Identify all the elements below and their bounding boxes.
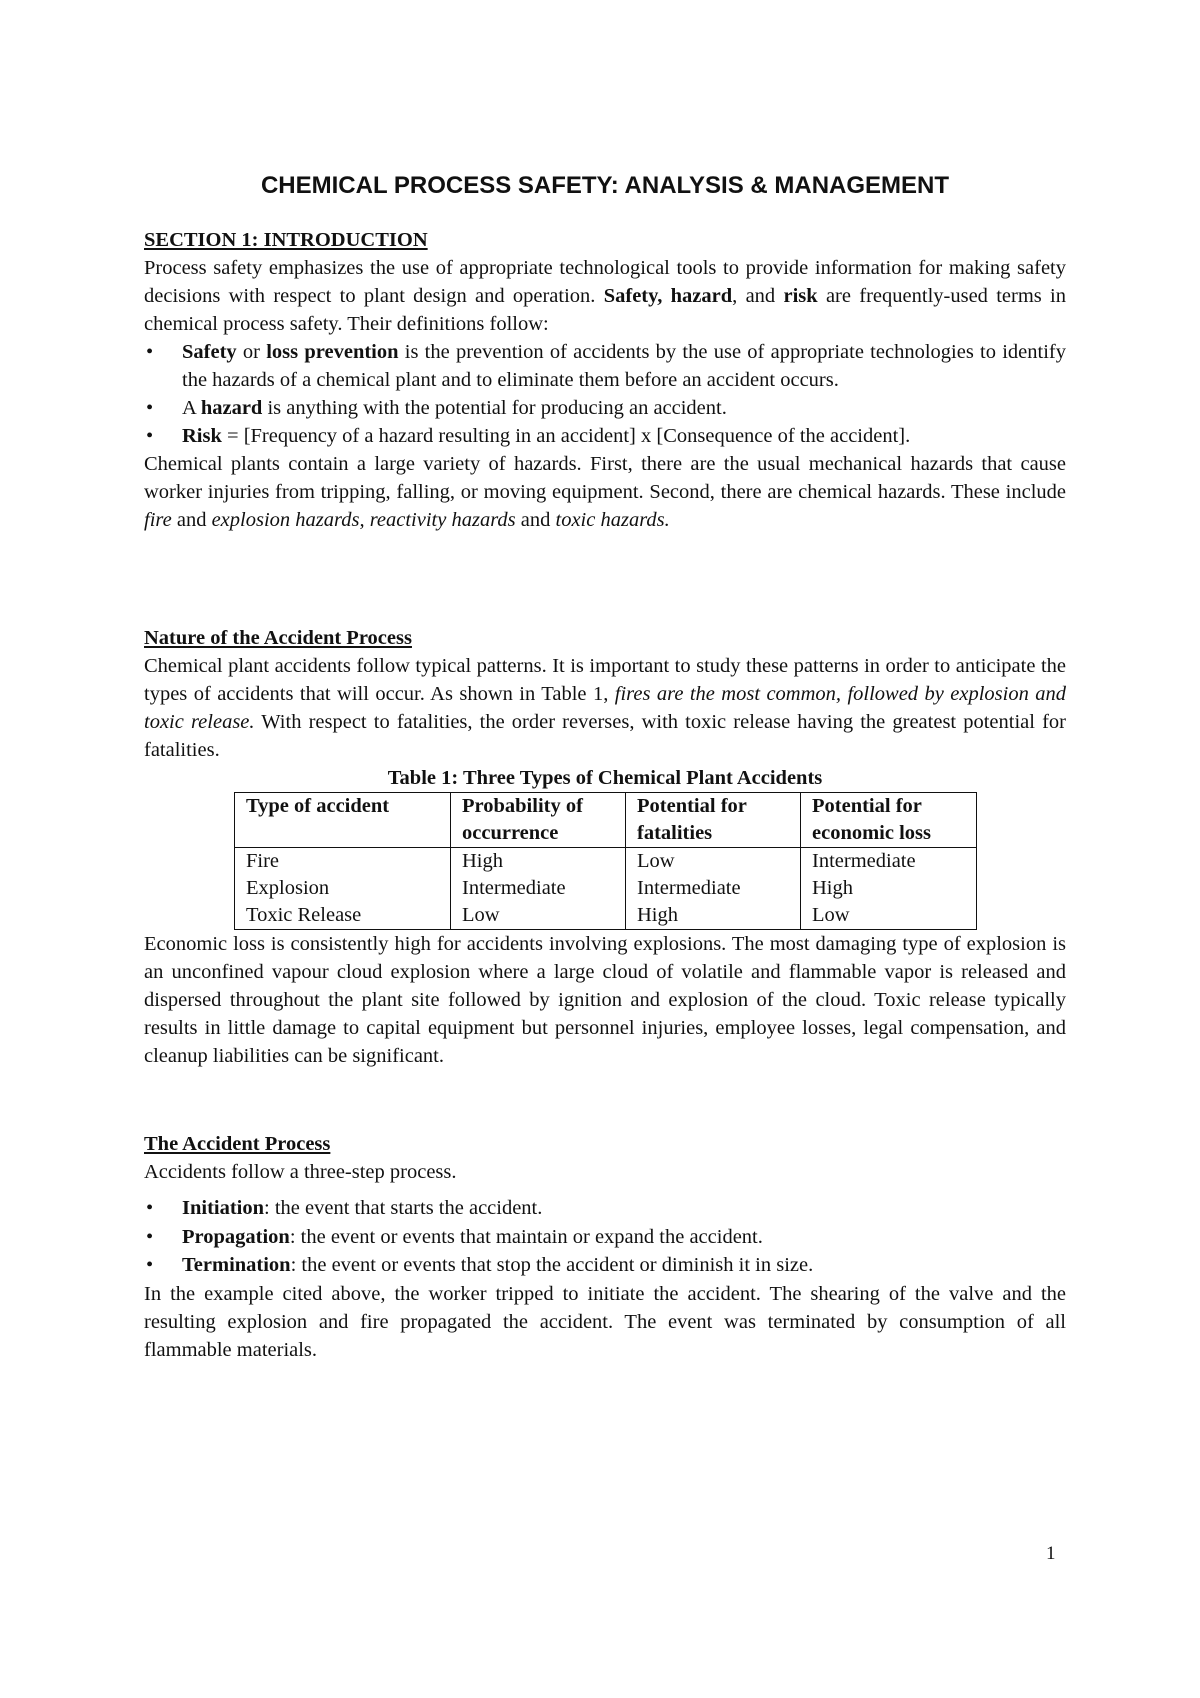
intro-text-3: are frequently-used terms in chemical process safety. Their definitions follow: [144,285,1066,335]
nature-heading: Nature of the Accident Process [144,627,412,649]
table-cell: Intermediate [626,875,801,902]
bullet-icon: • [146,397,154,419]
step-termination [144,1251,1066,1279]
table-cell: Low [451,902,626,930]
section-nature [144,624,1066,1070]
section-accident-process [144,1130,1066,1364]
intro-bold-1: Safety, hazard [603,285,733,307]
table-cell: High [626,902,801,930]
definition-item-safety [144,338,1066,394]
column-header: Probability of occurrence [451,793,626,848]
table-cell: Fire [235,848,451,876]
definition-item-hazard [144,394,1066,422]
step-term: Propagation [182,1225,290,1248]
nature-text-2: With respect to fatalities, the order reverses, with toxic release having the greatest potential for fatalities. [144,711,1066,761]
table-cell: High [801,875,977,902]
table-row [235,875,977,902]
section-heading: SECTION 1: INTRODUCTION [144,229,428,251]
process-steps-list [144,1194,1066,1279]
column-header: Potential for fatalities [626,793,801,848]
table-cell: Explosion [235,875,451,902]
intro-text-1: Process safety emphasizes the use of appropriate technological tools to provide information for making safety decisions with respect to plant design and operation. [144,257,1066,307]
step-term: Termination [182,1254,291,1276]
step-term: Initiation [182,1197,265,1219]
definition-text: = [Frequency of a hazard resulting in an accident] x [Consequence of the accident]. [221,425,911,447]
table-cell: Intermediate [801,848,977,876]
table-cell: Low [626,848,801,876]
process-intro: Accidents follow a three-step process. [144,1161,457,1183]
bullet-icon: • [146,425,154,447]
accidents-table [234,792,977,930]
hazards-text-1: Chemical plants contain a large variety of hazards. First, there are the usual mechanical hazards that cause worker injuries from tripping, falling, or moving equipment. Second, there are chemical hazards. These include [144,453,1066,503]
step-propagation [144,1223,1066,1251]
hazards-italic-3: toxic hazards. [555,509,670,531]
nature-italic: fires are the most common, followed by explosion and toxic release. [144,683,1066,733]
document-title: CHEMICAL PROCESS SAFETY: ANALYSIS & MANAGEMENT [260,172,950,199]
process-heading: The Accident Process [144,1133,331,1155]
table-row [235,902,977,930]
bullet-icon: • [146,341,154,363]
definition-item-risk [144,422,1066,450]
table-header-row [235,793,977,848]
step-description: : the event or events that stop the accident or diminish it in size. [290,1254,814,1276]
term-hazard: hazard [200,397,263,419]
table-cell: High [451,848,626,876]
table-cell: Low [801,902,977,930]
nature-text-1: Chemical plant accidents follow typical patterns. It is important to study these patterns in order to anticipate the types of accidents that will occur. As shown in Table 1, [144,655,1066,705]
intro-bold-2: risk [783,285,818,307]
hazards-italic-2: explosion hazards, reactivity hazards [211,509,516,531]
table-cell: Toxic Release [235,902,451,930]
definition-text: is anything with the potential for producing an accident. [262,397,727,419]
step-description: : the event that starts the accident. [264,1197,543,1219]
definition-text: A [182,397,201,419]
hazards-paragraph [144,450,1066,534]
table-cell: Intermediate [451,875,626,902]
column-header: Potential for economic loss [801,793,977,848]
step-description: : the event or events that maintain or expand the accident. [289,1225,763,1248]
economic-paragraph: Economic loss is consistently high for accidents involving explosions. The most damaging type of explosion is an unconfined vapour cloud explosion where a large cloud of volatile and flammable vapor is released and dispersed throughout the plant site followed by ignition and explosion of the cloud. Toxic release typically results in little damage to capital equipment but personnel injuries, employee losses, legal compensation, and cleanup liabilities can be significant. [144,933,1066,1067]
definition-text: is the prevention of accidents by the use of appropriate technologies to identify the hazards of a chemical plant and to eliminate them before an accident occurs. [182,341,1066,391]
bullet-icon: • [146,1197,154,1219]
bullet-icon: • [146,1254,154,1276]
step-initiation [144,1194,1066,1222]
definitions-list [144,338,1066,450]
intro-paragraph [144,254,1066,338]
column-header: Type of accident [235,793,451,848]
page-number: 1 [1046,1543,1056,1564]
nature-paragraph [144,652,1066,764]
table-row [235,848,977,876]
section-introduction [144,226,1066,534]
table-caption: Table 1: Three Types of Chemical Plant Accidents [387,767,823,789]
definition-text: or [236,341,267,363]
hazards-italic-1: fire [144,509,172,531]
hazards-text-2: and [171,509,212,531]
bullet-icon: • [146,1225,154,1248]
term-loss-prevention: loss prevention [266,341,399,363]
hazards-text-3: and [515,509,556,531]
example-paragraph: In the example cited above, the worker tripped to initiate the accident. The shearing of the valve and the resulting explosion and fire propagated the accident. The event was terminated by consumption of all flammable materials. [144,1282,1066,1361]
term-safety: Safety [182,341,237,363]
term-risk: Risk [182,425,222,447]
intro-text-2: , and [732,285,784,307]
